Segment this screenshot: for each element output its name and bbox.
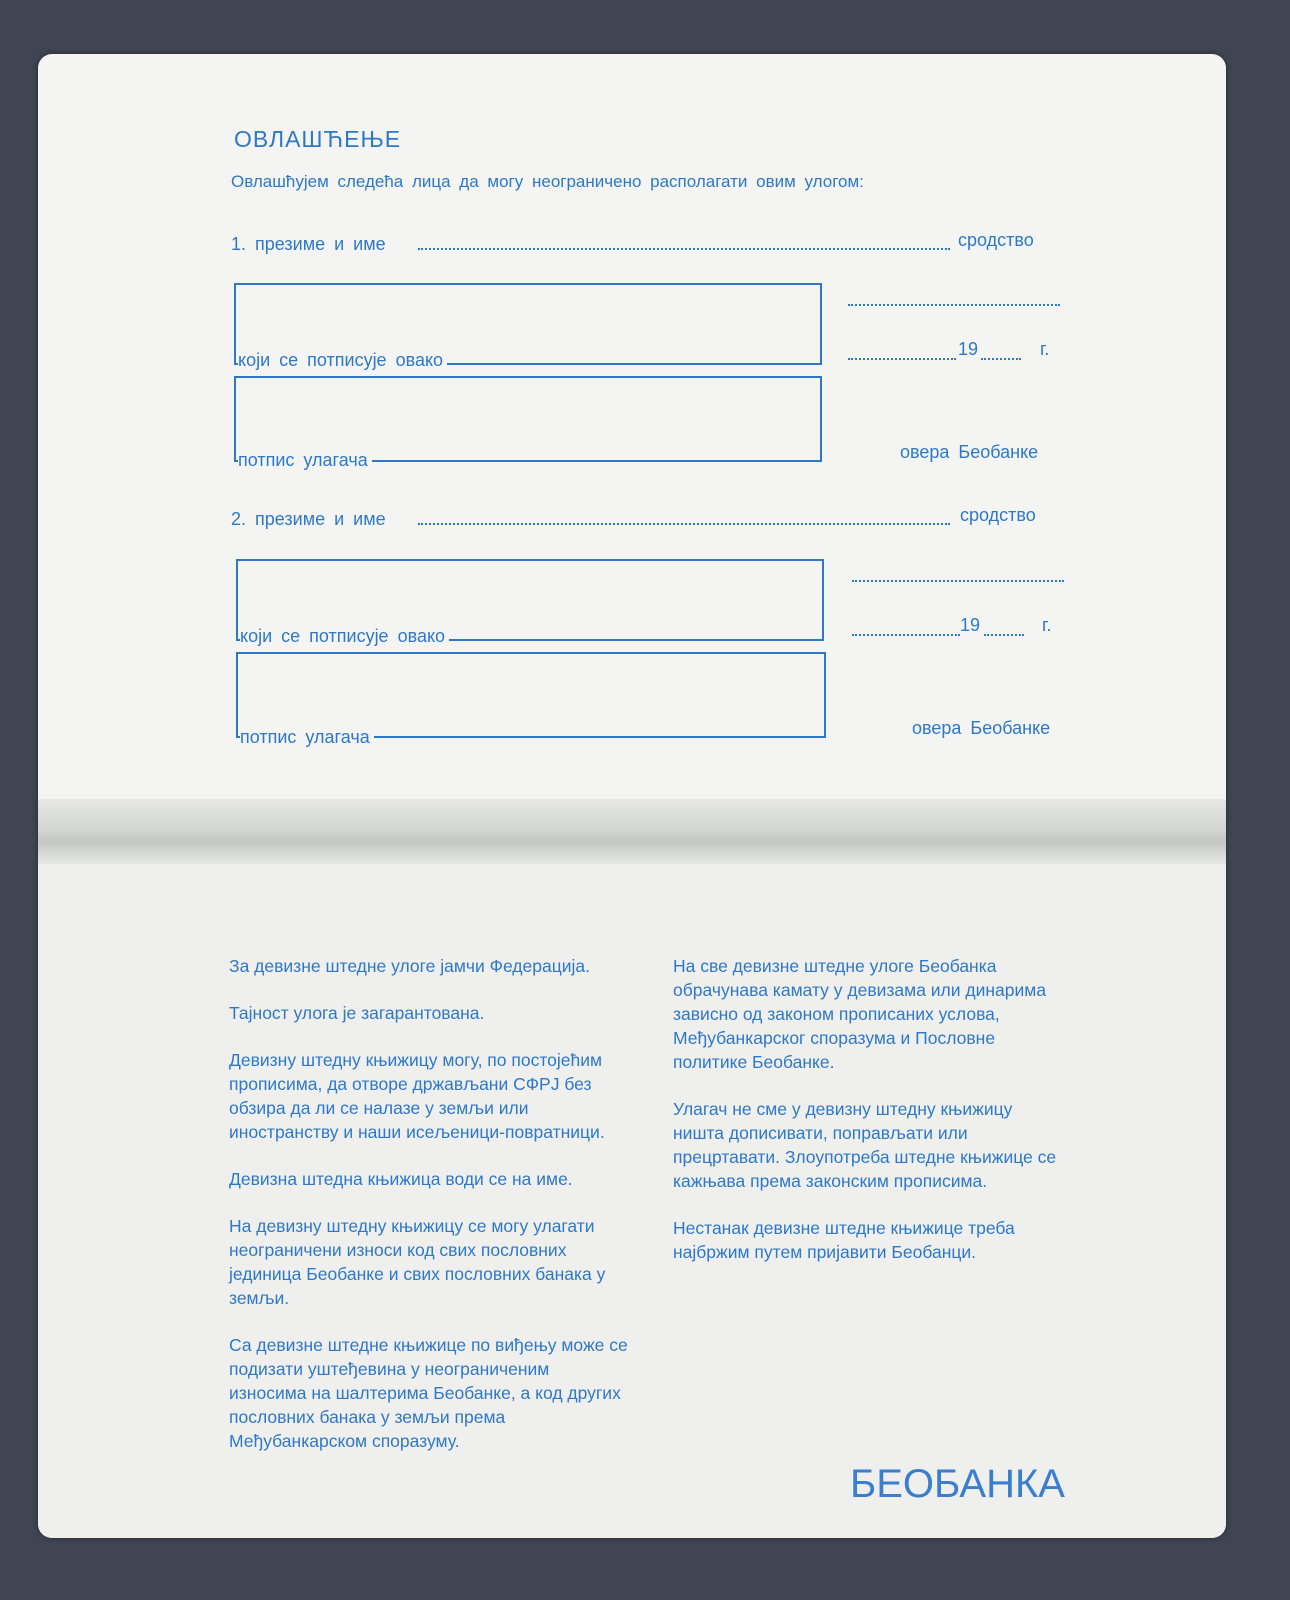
relation-label: сродство bbox=[960, 505, 1036, 525]
depositor-signature-box[interactable] bbox=[236, 652, 826, 738]
relation-field[interactable] bbox=[848, 304, 1060, 306]
info-page bbox=[38, 864, 1226, 1538]
signature-label: који се потписује овако bbox=[238, 350, 447, 371]
year-prefix: 19 bbox=[960, 615, 981, 635]
certification-label: овера Беобанке bbox=[912, 718, 1051, 738]
form-intro: Овлашћујем следећа лица да могу неограничено располагати овим улогом: bbox=[231, 172, 864, 191]
info-paragraph: На све девизне штедне улоге Беобанка обрачунава камату у девизама или динарима зависно од законом прописаних услова, Међубанкарског споразума и Пословне политике Беобанке. bbox=[673, 956, 1047, 1072]
info-paragraph: Девизну штедну књижицу могу, по постојећим прописима, да отворе држављани СФРЈ без обзира да ли се налазе у земљи или иностранству и наши исељеници-повратници. bbox=[229, 1050, 605, 1142]
year-suffix: г. bbox=[1040, 339, 1050, 359]
info-paragraph: Девизна штедна књижица води се на име. bbox=[229, 1169, 573, 1189]
info-paragraph: Тајност улога је загарантована. bbox=[229, 1003, 485, 1023]
signature-label: који се потписује овако bbox=[240, 626, 449, 647]
info-paragraph: На девизну штедну књижицу се могу улагати неограничени износи код свих пословних јединица Беобанке и свих пословних банака у земљи. bbox=[229, 1216, 606, 1308]
form-title: ОВЛАШЋЕЊЕ bbox=[234, 126, 402, 152]
name-label: 1. презиме и име bbox=[231, 234, 386, 254]
name-field[interactable] bbox=[418, 523, 950, 525]
passbook-page bbox=[38, 54, 1226, 1538]
depositor-label: потпис улагача bbox=[238, 450, 372, 471]
beobanka-logo: БЕОБАНКА bbox=[850, 1462, 1065, 1506]
year-prefix: 19 bbox=[958, 339, 979, 359]
relation-field[interactable] bbox=[852, 580, 1064, 582]
date-field[interactable] bbox=[852, 634, 960, 636]
info-paragraph: Нестанак девизне штедне књижице треба најбржим путем пријавити Беобанци. bbox=[673, 1218, 1015, 1262]
depositor-label: потпис улагача bbox=[240, 727, 374, 748]
name-field[interactable] bbox=[418, 248, 950, 250]
year-field[interactable] bbox=[984, 634, 1024, 636]
info-left-column bbox=[229, 954, 629, 1476]
info-right-column bbox=[673, 954, 1063, 1287]
year-field[interactable] bbox=[981, 358, 1021, 360]
page-fold bbox=[38, 799, 1226, 871]
certification-label: овера Беобанке bbox=[900, 442, 1039, 462]
info-paragraph: Са девизне штедне књижице по виђењу може се подизати уштеђевина у неограниченим износима на шалтерима Беобанке, а код других пословних банака у земљи према Међубанкарском споразуму. bbox=[229, 1335, 628, 1451]
info-paragraph: Улагач не сме у девизну штедну књижицу ништа дописивати, поправљати или прецртавати. Злоупотреба штедне књижице се кажњава према законским прописима. bbox=[673, 1099, 1057, 1191]
info-paragraph: За девизне штедне улоге јамчи Федерација. bbox=[229, 956, 590, 976]
year-suffix: г. bbox=[1042, 615, 1052, 635]
name-label: 2. презиме и име bbox=[231, 509, 386, 529]
relation-label: сродство bbox=[958, 230, 1034, 250]
date-field[interactable] bbox=[848, 358, 956, 360]
